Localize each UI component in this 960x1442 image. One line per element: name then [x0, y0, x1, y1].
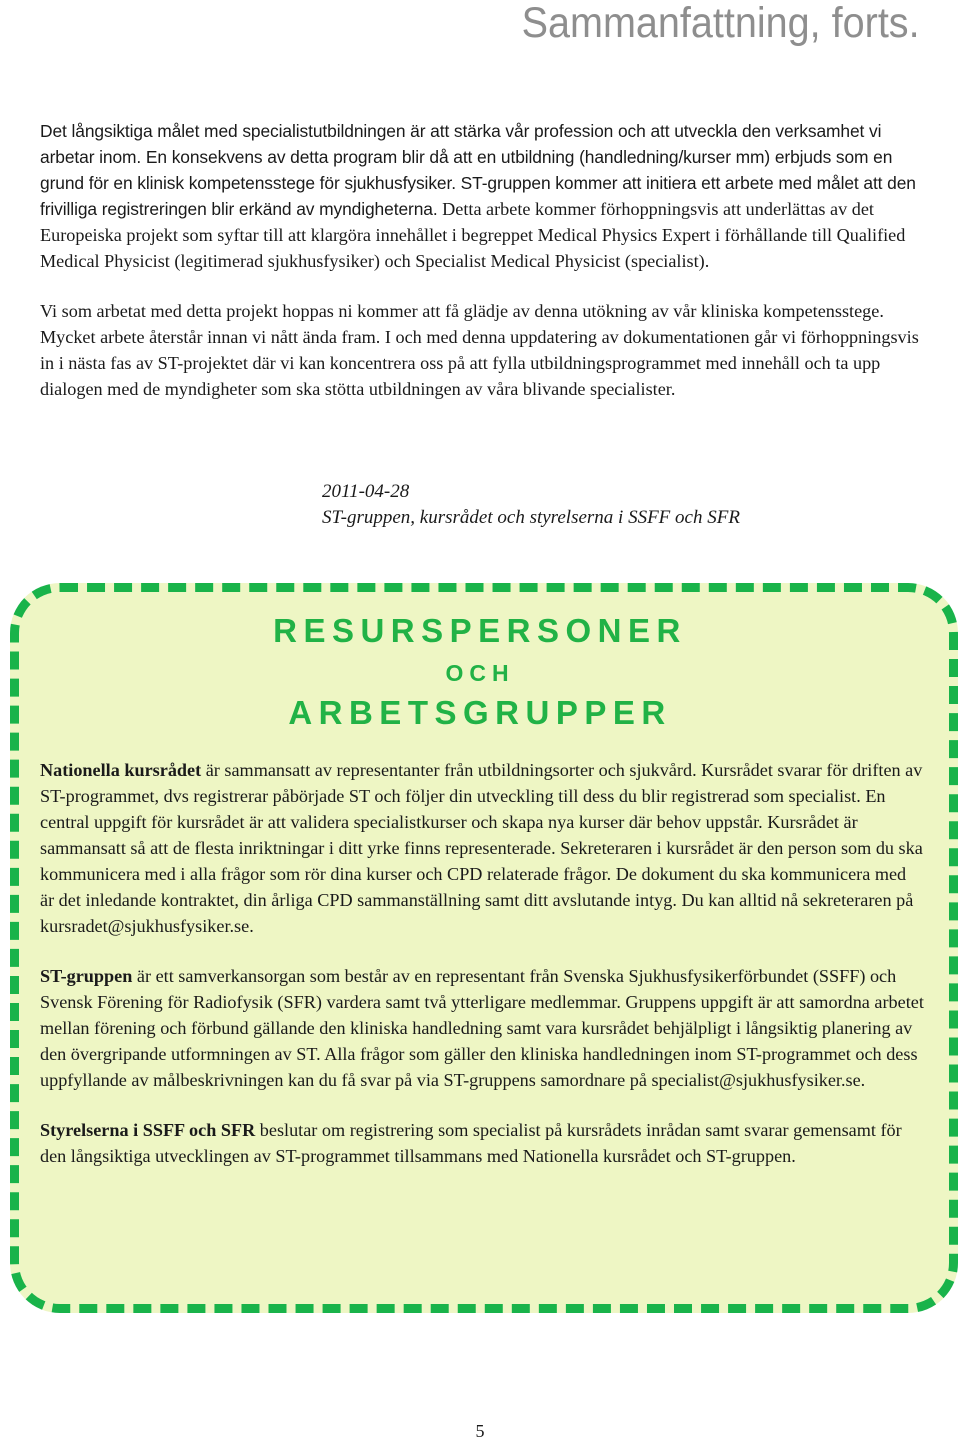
intro-paragraph-1-serif-part: Detta arbete kommer förhoppningsvis att underlättas av det Europeiska projekt som syftar till att klargöra innehållet i begreppet Medical Physics Expert i förhållande till Qualified Medical Physicist (legitimerad sjukhusfysiker) och Specialist Medical Physicist (specialist). — [40, 199, 906, 271]
section-styrelserna — [40, 1117, 924, 1169]
page-title: Sammanfattning, forts. — [522, 0, 920, 47]
section-3-text: beslutar om registrering som specialist på kursrådets inrådan samt svarar gemensamt för den långsiktiga utvecklingen av ST-programmet tillsammans med Nationella kursrådet och ST-gruppen. — [40, 1120, 902, 1166]
section-3-heading: Styrelserna i SSFF och SFR — [40, 1120, 256, 1140]
intro-paragraph-1-sans-part: Det långsiktiga målet med specialistutbildningen är att stärka vår profession och att utveckla den verksamhet vi arbetar inom. En konsekvens av detta program blir då att en utbildning (handledning/kurser mm) erbjuds som en grund för en klinisk kompetensstege för sjukhusfysiker. ST-gruppen kommer att initiera ett arbete med målet att den frivilliga registreringen blir erkänd av myndigheterna. — [40, 121, 916, 219]
intro-paragraph-1 — [40, 118, 924, 274]
section-st-gruppen — [40, 963, 924, 1093]
box-title-line-2: OCH — [445, 660, 515, 686]
intro-paragraph-2: Vi som arbetat med detta projekt hoppas ni kommer att få glädje av denna utökning av vår kliniska kompetensstege. Mycket arbete återstår innan vi nått ända fram. I och med denna uppdatering av dokumentationen går vi förhoppningsvis in i nästa fas av ST-projektet där vi kan koncentrera oss på att fylla utbildningsprogrammet med innehåll och ta upp dialogen med de myndigheter som ska stötta utbildningen av våra blivande specialister. — [40, 301, 919, 399]
intro-section — [40, 118, 924, 426]
box-title-line-1: RESURSPERSONER — [273, 612, 687, 649]
section-1-heading: Nationella kursrådet — [40, 760, 202, 780]
page-number: 5 — [475, 1421, 485, 1441]
box-body — [40, 757, 924, 1193]
signature-block — [322, 479, 740, 531]
signature-date: 2011-04-28 — [322, 481, 410, 502]
section-2-text: är ett samverkansorgan som består av en representant från Svenska Sjukhusfysikerförbundet (SSFF) och Svensk Förening för Radiofysik (SFR) vardera samt två ytterligare medlemmar. Gruppens uppgift är att samordna arbetet mellan förening och förbund gällande den kliniska handledning samt vara kursrådet behjälpligt i långsiktig planering av den övergripande utformningen av ST. Alla frågor som gäller den kliniska handledningen inom ST-programmet och dess uppfyllande av målbeskrivningen kan du få svar på via ST-gruppens samordnare på specialist@sjukhusfysiker.se. — [40, 966, 924, 1090]
box-title-line-3: ARBETSGRUPPER — [288, 694, 672, 731]
section-2-heading: ST-gruppen — [40, 966, 133, 986]
signature-signers: ST-gruppen, kursrådet och styrelserna i SSFF och SFR — [322, 507, 740, 528]
section-1-text: är sammansatt av representanter från utbildningsorter och sjukvård. Kursrådet svarar för driften av ST-programmet, dvs registrerar påbörjade ST och följer din utveckling till dess du blir registrerad som specialist. En central uppgift för kursrådet är att validera specialistkurser och skapa nya kurser där behov uppstår. Kursrådet är sammansatt så att de flesta inriktningar i ditt yrke finns representerade. Sekreteraren i kursrådet är den person som du ska kommunicera med i alla frågor som rör dina kurser och CPD relaterade frågor. De dokument du ska kommunicera med är det inledande kontraktet, din årliga CPD sammanställning samt ditt avslutande intyg. Du kan alltid nå sekreteraren på kursradet@sjukhusfysiker.se. — [40, 760, 923, 936]
section-nationella-kursradet — [40, 757, 924, 939]
